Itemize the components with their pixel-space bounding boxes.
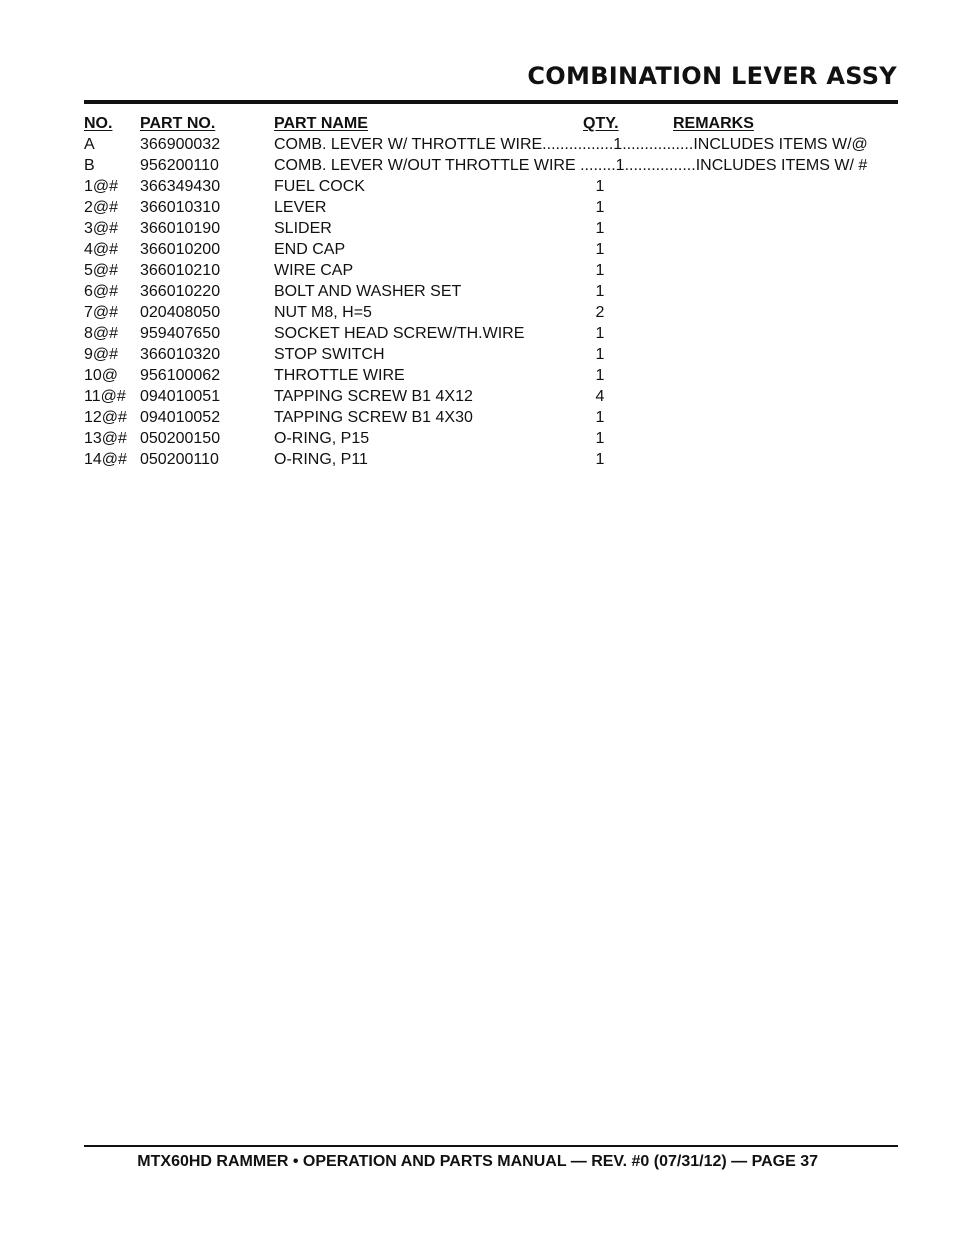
row-no: 14@# — [84, 451, 127, 468]
row-qty: 1 — [595, 220, 605, 237]
row-part-no: 366010220 — [140, 283, 221, 300]
row-part-no: 956100062 — [140, 367, 221, 384]
row-qty: 1 — [595, 262, 605, 279]
header-no: NO. — [84, 115, 113, 132]
row-part-no: 094010051 — [140, 388, 221, 405]
table-row — [84, 155, 898, 176]
row-no: 9@# — [84, 346, 119, 363]
row-part-name: TAPPING SCREW B1 4X12 — [274, 388, 473, 405]
row-no: 8@# — [84, 325, 119, 342]
row-no: 1@# — [84, 178, 119, 195]
header-part-name: PART NAME — [274, 115, 368, 132]
row-part-no: 366010210 — [140, 262, 221, 279]
row-no: 6@# — [84, 283, 119, 300]
row-part-no: 956200110 — [140, 157, 219, 174]
table-row — [84, 197, 898, 218]
row-part-no: 366900032 — [140, 136, 221, 153]
table-row — [84, 239, 898, 260]
row-part-no: 094010052 — [140, 409, 221, 426]
row-no: 2@# — [84, 199, 119, 216]
row-part-name: SOCKET HEAD SCREW/TH.WIRE — [274, 325, 525, 342]
row-qty: 4 — [595, 388, 605, 405]
table-row — [84, 449, 898, 470]
table-row — [84, 428, 898, 449]
table-row — [84, 134, 898, 155]
table-row — [84, 176, 898, 197]
row-leader-text: COMB. LEVER W/ THROTTLE WIRE................1................INCLUDES ITEMS W/@ — [274, 136, 868, 153]
row-part-name: WIRE CAP — [274, 262, 354, 279]
row-qty: 1 — [595, 178, 605, 195]
row-no: 12@# — [84, 409, 127, 426]
row-part-no: 020408050 — [140, 304, 221, 321]
row-part-name: FUEL COCK — [274, 178, 365, 195]
row-no: 4@# — [84, 241, 119, 258]
row-no: B — [84, 157, 95, 174]
row-part-no: 366010320 — [140, 346, 221, 363]
row-part-no: 366349430 — [140, 178, 221, 195]
row-qty: 1 — [595, 367, 605, 384]
table-row — [84, 218, 898, 239]
row-qty: 2 — [595, 304, 605, 321]
table-row — [84, 260, 898, 281]
page-footer: MTX60HD RAMMER • OPERATION AND PARTS MANUAL — REV. #0 (07/31/12) — PAGE 37 — [137, 1153, 818, 1170]
row-part-name: END CAP — [274, 241, 346, 258]
row-part-no: 050200150 — [140, 430, 221, 447]
table-row — [84, 281, 898, 302]
row-part-name: STOP SWITCH — [274, 346, 385, 363]
row-part-name: TAPPING SCREW B1 4X30 — [274, 409, 473, 426]
row-no: 10@ — [84, 367, 119, 384]
table-row — [84, 407, 898, 428]
row-no: 3@# — [84, 220, 119, 237]
row-part-name: O-RING, P11 — [274, 451, 368, 468]
row-part-name: NUT M8, H=5 — [274, 304, 372, 321]
row-qty: 1 — [595, 409, 605, 426]
row-part-no: 366010200 — [140, 241, 221, 258]
row-part-name: SLIDER — [274, 220, 332, 237]
title-divider — [84, 100, 898, 104]
header-remarks: REMARKS — [673, 115, 754, 132]
parts-table — [84, 113, 898, 470]
row-part-no: 366010190 — [140, 220, 221, 237]
row-qty: 1 — [595, 325, 605, 342]
row-part-name: THROTTLE WIRE — [274, 367, 405, 384]
row-leader-text: COMB. LEVER W/OUT THROTTLE WIRE ........1................INCLUDES ITEMS W/ # — [274, 157, 868, 174]
row-no: A — [84, 136, 95, 153]
row-no: 13@# — [84, 430, 127, 447]
header-qty: QTY. — [583, 115, 619, 132]
row-part-name: LEVER — [274, 199, 327, 216]
table-row — [84, 386, 898, 407]
row-qty: 1 — [595, 199, 605, 216]
row-qty: 1 — [595, 283, 605, 300]
row-part-name: O-RING, P15 — [274, 430, 370, 447]
table-row — [84, 344, 898, 365]
header-part-no: PART NO. — [140, 115, 216, 132]
table-row — [84, 365, 898, 386]
row-part-no: 050200110 — [140, 451, 219, 468]
row-no: 5@# — [84, 262, 119, 279]
row-no: 11@# — [84, 388, 126, 405]
row-part-no: 366010310 — [140, 199, 221, 216]
table-row — [84, 323, 898, 344]
row-part-no: 959407650 — [140, 325, 221, 342]
row-part-name: BOLT AND WASHER SET — [274, 283, 462, 300]
row-no: 7@# — [84, 304, 119, 321]
table-header — [84, 113, 898, 134]
row-qty: 1 — [595, 451, 605, 468]
table-row — [84, 302, 898, 323]
row-qty: 1 — [595, 430, 605, 447]
page-title: COMBINATION LEVER ASSY — [527, 62, 897, 90]
row-qty: 1 — [595, 241, 605, 258]
footer-divider — [84, 1145, 898, 1147]
row-qty: 1 — [595, 346, 605, 363]
